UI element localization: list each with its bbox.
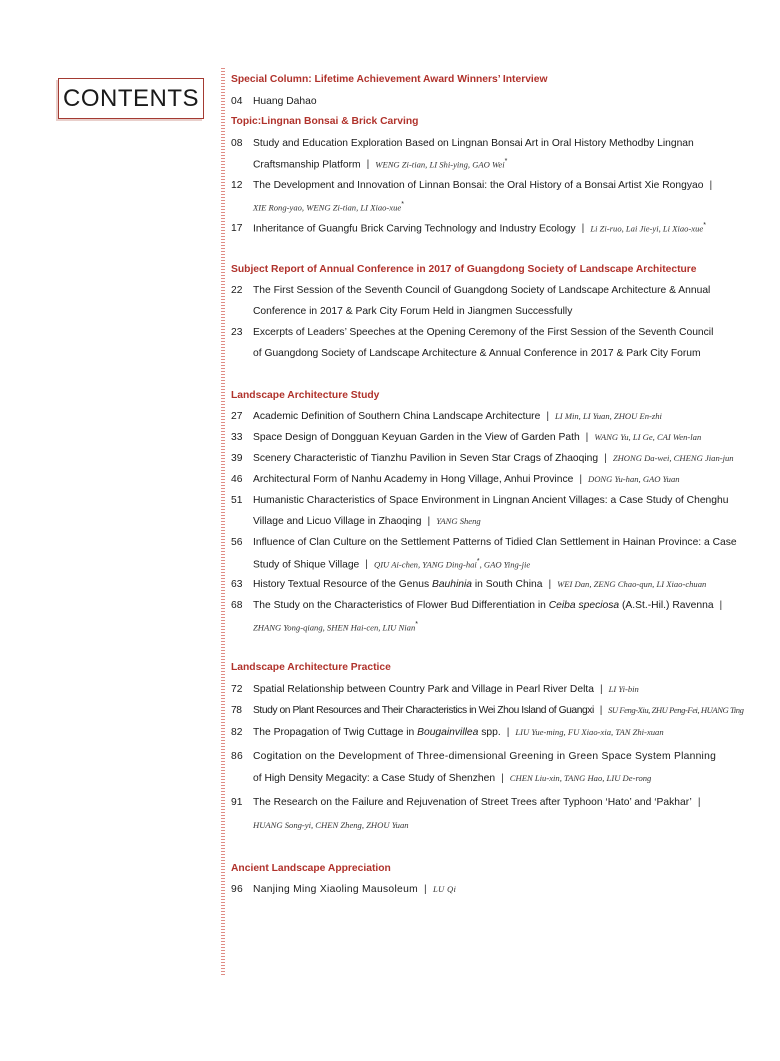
separator: | bbox=[709, 180, 713, 191]
article-title: Academic Definition of Southern China Landscape Architecture bbox=[253, 411, 541, 422]
article-title: Study of Shique Village bbox=[253, 559, 360, 571]
toc-entry-continued[interactable] bbox=[253, 306, 572, 317]
page-number: 17 bbox=[231, 223, 243, 235]
article-title: History Textual Resource of the Genus bbox=[253, 579, 432, 590]
corresponding-mark: * bbox=[476, 558, 480, 565]
toc-entry[interactable] bbox=[231, 797, 707, 808]
page-number: 63 bbox=[231, 579, 243, 590]
section-heading-ancient: Ancient Landscape Appreciation bbox=[231, 863, 391, 874]
toc-entry[interactable] bbox=[231, 579, 706, 590]
authors: WEI Dan, ZENG Chao-qun, LI Xiao-chuan bbox=[557, 579, 707, 589]
toc-entry-continued[interactable] bbox=[253, 621, 418, 633]
page-number: 91 bbox=[231, 797, 243, 808]
toc-entry[interactable] bbox=[231, 600, 728, 611]
page-number: 51 bbox=[231, 495, 243, 506]
authors: WENG Zi-tian, LI Shi-ying, GAO Wei bbox=[375, 159, 505, 170]
authors: LI Min, LI Yuan, ZHOU En-zhi bbox=[555, 411, 662, 421]
authors: LU Qi bbox=[432, 884, 457, 894]
toc-entry-continued[interactable] bbox=[253, 348, 701, 359]
corresponding-mark: * bbox=[401, 201, 404, 208]
article-title: of High Density Megacity: a Case Study of Shenzhen bbox=[253, 773, 496, 784]
toc-entry[interactable] bbox=[231, 684, 639, 695]
page-number: 46 bbox=[231, 474, 243, 485]
separator: | bbox=[579, 474, 583, 485]
page-number: 82 bbox=[231, 727, 243, 738]
article-title: Huang Dahao bbox=[253, 96, 317, 107]
article-title-italic: Bougainvillea bbox=[417, 727, 479, 738]
separator: | bbox=[427, 516, 431, 527]
toc-entry-continued[interactable] bbox=[253, 773, 651, 784]
section-heading-study: Landscape Architecture Study bbox=[231, 390, 380, 401]
page-number: 04 bbox=[231, 96, 243, 107]
authors: QIU Ai-chen, YANG Ding-hai bbox=[373, 559, 477, 570]
article-title: Inheritance of Guangfu Brick Carving Technology and Industry Ecology bbox=[253, 223, 576, 235]
page-number: 86 bbox=[231, 751, 243, 762]
separator: | bbox=[365, 559, 368, 571]
corresponding-mark: * bbox=[703, 222, 706, 229]
authors: WANG Yu, LI Ge, CAI Wen-lan bbox=[594, 432, 702, 442]
page-number: 68 bbox=[231, 600, 243, 611]
toc-entry[interactable] bbox=[231, 705, 743, 716]
toc-entry-continued[interactable] bbox=[253, 558, 530, 570]
toc-entry-continued[interactable] bbox=[253, 158, 507, 170]
contents-heading: CONTENTS bbox=[63, 85, 199, 112]
section-heading-practice: Landscape Architecture Practice bbox=[231, 662, 391, 673]
page-number: 56 bbox=[231, 537, 243, 548]
toc-entry[interactable] bbox=[231, 222, 706, 234]
article-title: of Guangdong Society of Landscape Architecture & Annual Conference in 2017 & Park City Forum bbox=[253, 348, 701, 359]
article-title: Village and Licuo Village in Zhaoqing bbox=[253, 516, 422, 527]
article-title: Nanjing Ming Xiaoling Mausoleum bbox=[253, 884, 418, 895]
toc-entry[interactable] bbox=[231, 537, 737, 548]
toc-entry[interactable] bbox=[231, 411, 662, 422]
toc-entry[interactable] bbox=[231, 327, 713, 338]
article-title: Scenery Characteristic of Tianzhu Pavilion in Seven Star Crags of Zhaoqing bbox=[253, 453, 599, 464]
authors: HUANG Song-yi, CHEN Zheng, ZHOU Yuan bbox=[253, 820, 409, 830]
article-title: Influence of Clan Culture on the Settlement Patterns of Tidied Clan Settlement in Hainan Province: a Case bbox=[253, 537, 737, 548]
section-heading-special-column: Special Column: Lifetime Achievement Award Winners’ Interview bbox=[231, 74, 548, 85]
separator: | bbox=[366, 159, 370, 171]
article-title: Excerpts of Leaders’ Speeches at the Opening Ceremony of the First Session of the Seventh Council bbox=[253, 327, 714, 338]
toc-entry[interactable] bbox=[231, 285, 710, 296]
article-title: Conference in 2017 & Park City Forum Held in Jiangmen Successfully bbox=[253, 306, 573, 317]
article-title: spp. bbox=[478, 727, 501, 738]
toc-entry[interactable] bbox=[231, 727, 664, 738]
authors: XIE Rong-yao, WENG Zi-tian, LI Xiao-xue bbox=[253, 202, 402, 213]
toc-entry-continued[interactable] bbox=[253, 820, 409, 831]
toc-entry[interactable] bbox=[231, 453, 734, 464]
authors: CHEN Liu-xin, TANG Hao, LIU De-rong bbox=[509, 773, 652, 783]
page-number: 23 bbox=[231, 327, 243, 338]
article-title: The Development and Innovation of Linnan Bonsai: the Oral History of a Bonsai Artist Xie Rongyao bbox=[253, 180, 704, 191]
article-title: Study on Plant Resources and Their Characteristics in Wei Zhou Island of Guangxi bbox=[253, 705, 594, 716]
separator: | bbox=[423, 884, 427, 895]
article-title: (A.St.-Hil.) Ravenna bbox=[619, 600, 714, 611]
article-title-italic: Bauhinia bbox=[431, 579, 473, 590]
article-title: Cogitation on the Development of Three-dimensional Greening in Green Space System Planning bbox=[253, 751, 717, 762]
toc-entry[interactable] bbox=[231, 884, 456, 895]
article-title: Craftsmanship Platform bbox=[253, 159, 361, 171]
page-number: 33 bbox=[231, 432, 243, 443]
separator: | bbox=[599, 684, 603, 695]
separator: | bbox=[585, 432, 589, 443]
toc-entry[interactable] bbox=[231, 96, 317, 107]
article-title: Spatial Relationship between Country Park and Village in Pearl River Delta bbox=[253, 684, 594, 695]
page-number: 78 bbox=[231, 705, 242, 716]
toc-entry[interactable] bbox=[231, 495, 728, 506]
authors: ZHONG Da-wei, CHENG Jian-jun bbox=[612, 453, 734, 463]
page-number: 96 bbox=[231, 884, 244, 895]
article-title: Humanistic Characteristics of Space Environment in Lingnan Ancient Villages: a Case Study of Chenghu bbox=[253, 495, 729, 506]
page-number: 39 bbox=[231, 453, 243, 464]
toc-entry-continued[interactable] bbox=[253, 516, 481, 527]
section-heading-subject-report: Subject Report of Annual Conference in 2017 of Guangdong Society of Landscape Architecture bbox=[231, 264, 697, 275]
separator: | bbox=[719, 600, 723, 611]
authors: SU Feng-Xiu, ZHU Peng-Fei, HUANG Ting bbox=[608, 705, 744, 715]
separator: | bbox=[697, 797, 701, 808]
separator: | bbox=[548, 579, 552, 590]
article-title-italic: Ceiba speciosa bbox=[548, 600, 620, 611]
article-title: in South China bbox=[472, 579, 543, 590]
toc-entry[interactable] bbox=[231, 138, 694, 149]
page-number: 12 bbox=[231, 180, 243, 191]
authors: LIU Yue-ming, FU Xiao-xia, TAN Zhi-xuan bbox=[515, 727, 664, 737]
article-title: Architectural Form of Nanhu Academy in Hong Village, Anhui Province bbox=[253, 474, 574, 485]
article-title: Space Design of Dongguan Keyuan Garden in the View of Garden Path bbox=[253, 432, 580, 443]
article-title: The Research on the Failure and Rejuvenation of Street Trees after Typhoon ‘Hato’ and ‘Pakhar’ bbox=[253, 797, 692, 808]
contents-heading-box bbox=[58, 78, 204, 119]
separator: | bbox=[581, 223, 585, 235]
toc-entry-continued[interactable] bbox=[253, 201, 404, 213]
toc-entry[interactable] bbox=[231, 474, 680, 485]
article-title: The Study on the Characteristics of Flower Bud Differentiation in bbox=[253, 600, 549, 611]
article-title: Study and Education Exploration Based on Lingnan Bonsai Art in Oral History Methodby Lingnan bbox=[253, 138, 694, 149]
separator: | bbox=[599, 705, 603, 716]
toc-entry[interactable] bbox=[231, 751, 716, 762]
section-heading-topic: Topic:Lingnan Bonsai & Brick Carving bbox=[231, 116, 419, 127]
article-title: The Propagation of Twig Cuttage in bbox=[253, 727, 418, 738]
authors: DONG Yu-han, GAO Yuan bbox=[588, 474, 680, 484]
page-number: 08 bbox=[231, 138, 243, 149]
toc-entry[interactable] bbox=[231, 432, 701, 443]
authors: LI Yi-bin bbox=[608, 684, 639, 694]
page-number: 27 bbox=[231, 411, 243, 422]
corresponding-mark: * bbox=[504, 158, 508, 165]
page-number: 72 bbox=[231, 684, 243, 695]
separator: | bbox=[604, 453, 607, 464]
separator: | bbox=[501, 773, 504, 784]
authors: , GAO Ying-jie bbox=[479, 559, 531, 570]
article-title: The First Session of the Seventh Council of Guangdong Society of Landscape Architecture & Annual bbox=[253, 285, 711, 296]
separator: | bbox=[546, 411, 550, 422]
authors: ZHANG Yong-qiang, SHEN Hai-cen, LIU Nian bbox=[253, 622, 416, 633]
separator: | bbox=[506, 727, 510, 738]
authors: YANG Sheng bbox=[436, 516, 481, 526]
corresponding-mark: * bbox=[415, 621, 418, 628]
page-number: 22 bbox=[231, 285, 243, 296]
vertical-divider bbox=[221, 68, 225, 976]
authors: Li Zi-ruo, Lai Jie-yi, Li Xiao-xue bbox=[590, 223, 704, 234]
toc-entry[interactable] bbox=[231, 180, 718, 191]
